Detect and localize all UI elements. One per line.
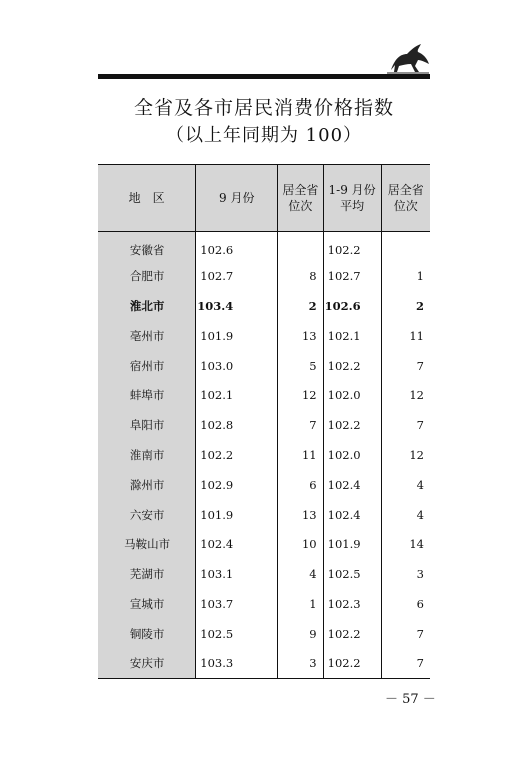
row-september-index: 102.8	[196, 410, 278, 440]
row-avg-index: 102.0	[323, 440, 381, 470]
row-avg-rank: 12	[409, 388, 424, 403]
row-september-rank: 6	[278, 470, 323, 500]
row-region: 马鞍山市	[98, 529, 196, 559]
row-avg-rank: 7	[381, 649, 430, 679]
row-september-index: 102.1	[196, 380, 278, 410]
header-rank-september: 居全省 位次	[278, 165, 323, 232]
row-avg-index: 102.4	[323, 500, 381, 530]
row-region: 安徽省	[98, 232, 196, 262]
row-region: 六安市	[98, 500, 196, 530]
row-region: 亳州市	[98, 321, 196, 351]
horse-emblem-icon	[385, 40, 431, 74]
row-region: 合肥市	[98, 261, 196, 291]
row-avg-rank: 4	[416, 477, 424, 492]
row-region: 芜湖市	[98, 559, 196, 589]
header-september: 9 月份	[196, 165, 278, 232]
row-region: 淮北市	[98, 291, 196, 321]
row-september-index: 103.3	[196, 649, 278, 679]
header-region: 地 区	[98, 165, 196, 232]
row-september-rank: 5	[278, 351, 323, 381]
row-september-index: 101.9	[196, 500, 278, 530]
row-september-rank: 13	[278, 500, 323, 530]
row-september-rank	[278, 232, 323, 262]
row-avg-rank: 11	[409, 328, 424, 343]
row-avg-index: 102.2	[323, 232, 381, 262]
row-september-rank: 2	[278, 291, 323, 321]
row-avg-rank: 7	[416, 626, 424, 641]
table-row	[98, 351, 430, 381]
row-avg-rank: 4	[416, 507, 424, 522]
row-region: 滁州市	[98, 470, 196, 500]
page-subtitle: （以上年同期为 100）	[165, 125, 363, 146]
row-avg-index: 101.9	[323, 529, 381, 559]
row-september-index: 103.0	[196, 351, 278, 381]
table-row	[98, 649, 430, 679]
table-row	[98, 529, 430, 559]
header-rule	[98, 74, 430, 79]
row-avg-rank: 3	[416, 567, 424, 582]
row-avg-rank: 7	[416, 358, 424, 373]
row-region: 安庆市	[98, 649, 196, 679]
table-row	[98, 410, 430, 440]
row-september-index: 101.9	[196, 321, 278, 351]
row-avg-index: 102.2	[323, 410, 381, 440]
row-avg-index: 102.4	[323, 470, 381, 500]
row-september-index: 103.7	[196, 589, 278, 619]
row-september-rank: 9	[278, 619, 323, 649]
table-row	[98, 500, 430, 530]
row-september-rank: 8	[278, 261, 323, 291]
table-row	[98, 470, 430, 500]
row-avg-rank: 1	[416, 269, 424, 284]
row-region: 宿州市	[98, 351, 196, 381]
row-september-rank: 4	[278, 559, 323, 589]
row-avg-index: 102.1	[323, 321, 381, 351]
row-avg-index: 102.6	[323, 291, 381, 321]
page-number: － 57 －	[385, 692, 436, 707]
row-avg-rank: 7	[416, 418, 424, 433]
header-avg-jan-sep: 1-9 月份 平均	[323, 165, 381, 232]
table-row	[98, 321, 430, 351]
table-row	[98, 589, 430, 619]
row-avg-rank: 6	[416, 596, 424, 611]
row-september-rank: 3	[278, 649, 323, 679]
table-row	[98, 559, 430, 589]
row-region: 宣城市	[98, 589, 196, 619]
row-september-rank: 11	[278, 440, 323, 470]
row-region: 蚌埠市	[98, 380, 196, 410]
table-row	[98, 261, 430, 291]
row-avg-rank	[381, 232, 430, 262]
row-september-rank: 10	[278, 529, 323, 559]
row-september-index: 102.6	[196, 232, 278, 262]
row-region: 淮南市	[98, 440, 196, 470]
table-header-row	[98, 165, 430, 232]
page-title: 全省及各市居民消费价格指数	[133, 97, 394, 119]
row-region: 铜陵市	[98, 619, 196, 649]
row-september-index: 102.7	[196, 261, 278, 291]
row-september-index: 103.1	[196, 559, 278, 589]
row-september-index: 102.9	[196, 470, 278, 500]
row-region: 阜阳市	[98, 410, 196, 440]
cpi-table	[98, 164, 430, 679]
row-avg-index: 102.0	[323, 380, 381, 410]
table-row	[98, 232, 430, 262]
row-avg-rank: 2	[415, 298, 424, 313]
row-avg-rank: 14	[409, 537, 424, 552]
row-avg-index: 102.3	[323, 589, 381, 619]
row-september-rank: 13	[278, 321, 323, 351]
row-avg-rank: 12	[409, 447, 424, 462]
row-september-index: 102.5	[196, 619, 278, 649]
row-september-index: 102.2	[196, 440, 278, 470]
row-september-rank: 12	[278, 380, 323, 410]
row-avg-index: 102.2	[323, 619, 381, 649]
table-row	[98, 440, 430, 470]
table-row	[98, 291, 430, 321]
row-september-index: 102.4	[196, 529, 278, 559]
header-rank-avg: 居全省 位次	[381, 165, 430, 232]
row-september-rank: 1	[278, 589, 323, 619]
table-row	[98, 380, 430, 410]
table-row	[98, 619, 430, 649]
row-september-index: 103.4	[196, 291, 278, 321]
row-avg-index: 102.2	[323, 649, 381, 679]
row-avg-index: 102.2	[323, 351, 381, 381]
row-september-rank: 7	[278, 410, 323, 440]
row-avg-index: 102.7	[323, 261, 381, 291]
row-avg-index: 102.5	[323, 559, 381, 589]
